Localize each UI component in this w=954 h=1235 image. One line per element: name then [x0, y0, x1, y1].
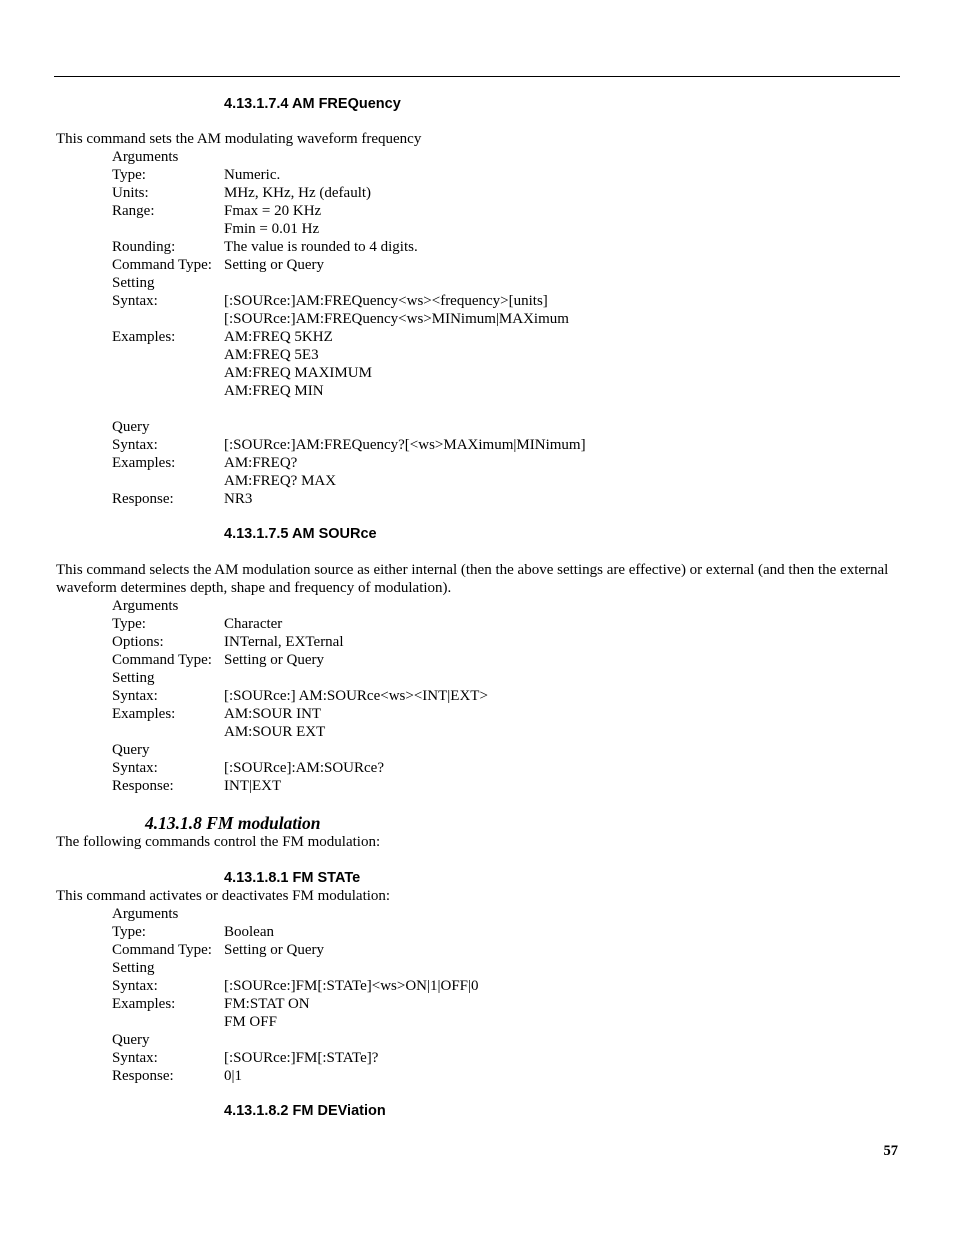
spec-value: AM:FREQ 5E3	[224, 347, 319, 363]
intro-fm-state: This command activates or deactivates FM modulation:	[56, 888, 391, 904]
spec-label: Syntax:	[112, 760, 158, 776]
spec-label: Syntax:	[112, 437, 158, 453]
intro-fm-modulation: The following commands control the FM modulation:	[56, 834, 381, 850]
spec-value: FM:STAT ON	[224, 996, 310, 1012]
spec-label: Query	[112, 1032, 150, 1048]
spec-label: Examples:	[112, 455, 176, 471]
spec-value: Boolean	[224, 924, 274, 940]
spec-label: Query	[112, 742, 150, 758]
spec-value: Character	[224, 616, 283, 632]
spec-label: Type:	[112, 924, 146, 940]
spec-label: Examples:	[112, 706, 176, 722]
spec-label: Response:	[112, 491, 174, 507]
spec-value: INTernal, EXTernal	[224, 634, 344, 650]
spec-value: FM OFF	[224, 1014, 277, 1030]
spec-label: Response:	[112, 778, 174, 794]
spec-value: [:SOURce]:AM:SOURce?	[224, 760, 384, 776]
spec-label: Arguments	[112, 149, 179, 165]
spec-label: Arguments	[112, 906, 179, 922]
spec-label: Rounding:	[112, 239, 176, 255]
spec-label: Units:	[112, 185, 149, 201]
spec-value: Setting or Query	[224, 652, 324, 668]
spec-value: AM:SOUR INT	[224, 706, 322, 722]
spec-value: 0|1	[224, 1068, 243, 1084]
heading-am-frequency: 4.13.1.7.4 AM FREQuency	[224, 96, 401, 112]
intro-am-frequency: This command sets the AM modulating waveform frequency	[56, 131, 422, 147]
spec-label: Syntax:	[112, 688, 158, 704]
spec-value: INT|EXT	[224, 778, 282, 794]
spec-label: Options:	[112, 634, 164, 650]
spec-value: [:SOURce:]FM[:STATe]<ws>ON|1|OFF|0	[224, 978, 479, 994]
spec-value: [:SOURce:] AM:SOURce<ws><INT|EXT>	[224, 688, 488, 704]
spec-label: Type:	[112, 616, 146, 632]
spec-value: [:SOURce:]AM:FREQuency<ws><frequency>[units]	[224, 293, 548, 309]
spec-label: Response:	[112, 1068, 174, 1084]
spec-label: Query	[112, 419, 150, 435]
spec-label: Syntax:	[112, 1050, 158, 1066]
spec-value: MHz, KHz, Hz (default)	[224, 185, 372, 201]
spec-label: Command Type:	[112, 652, 212, 668]
spec-value: Setting or Query	[224, 257, 324, 273]
spec-label: Syntax:	[112, 978, 158, 994]
header-rule	[54, 76, 900, 77]
heading-am-source: 4.13.1.7.5 AM SOURce	[224, 526, 377, 542]
spec-value: AM:FREQ?	[224, 455, 298, 471]
spec-label: Syntax:	[112, 293, 158, 309]
spec-value: AM:FREQ MAXIMUM	[224, 365, 372, 381]
spec-value: AM:FREQ MIN	[224, 383, 324, 399]
spec-value: Setting or Query	[224, 942, 324, 958]
spec-value: [:SOURce:]FM[:STATe]?	[224, 1050, 379, 1066]
heading-fm-modulation: 4.13.1.8 FM modulation	[145, 813, 321, 833]
spec-label: Range:	[112, 203, 155, 219]
spec-value: AM:FREQ 5KHZ	[224, 329, 333, 345]
spec-label: Command Type:	[112, 257, 212, 273]
spec-label: Setting	[112, 960, 155, 976]
spec-value: The value is rounded to 4 digits.	[224, 239, 418, 255]
spec-value: AM:FREQ? MAX	[224, 473, 337, 489]
spec-label: Examples:	[112, 996, 176, 1012]
spec-label: Command Type:	[112, 942, 212, 958]
spec-value: Numeric.	[224, 167, 281, 183]
heading-fm-deviation: 4.13.1.8.2 FM DEViation	[224, 1103, 386, 1119]
intro-am-source: This command selects the AM modulation source as either internal (then the above settings are effective) or external (and then the external waveform determines depth, shape and frequency of modulation).	[56, 562, 889, 596]
spec-label: Type:	[112, 167, 146, 183]
spec-label: Examples:	[112, 329, 176, 345]
spec-label: Setting	[112, 670, 155, 686]
spec-value: [:SOURce:]AM:FREQuency<ws>MINimum|MAXimum	[224, 311, 569, 327]
spec-value: AM:SOUR EXT	[224, 724, 326, 740]
spec-label: Setting	[112, 275, 155, 291]
spec-value: Fmin = 0.01 Hz	[224, 221, 320, 237]
spec-label: Arguments	[112, 598, 179, 614]
spec-value: [:SOURce:]AM:FREQuency?[<ws>MAXimum|MINimum]	[224, 437, 586, 453]
spec-value: NR3	[224, 491, 253, 507]
spec-value: Fmax = 20 KHz	[224, 203, 322, 219]
page-number: 57	[883, 1143, 898, 1159]
heading-fm-state: 4.13.1.8.1 FM STATe	[224, 870, 361, 886]
